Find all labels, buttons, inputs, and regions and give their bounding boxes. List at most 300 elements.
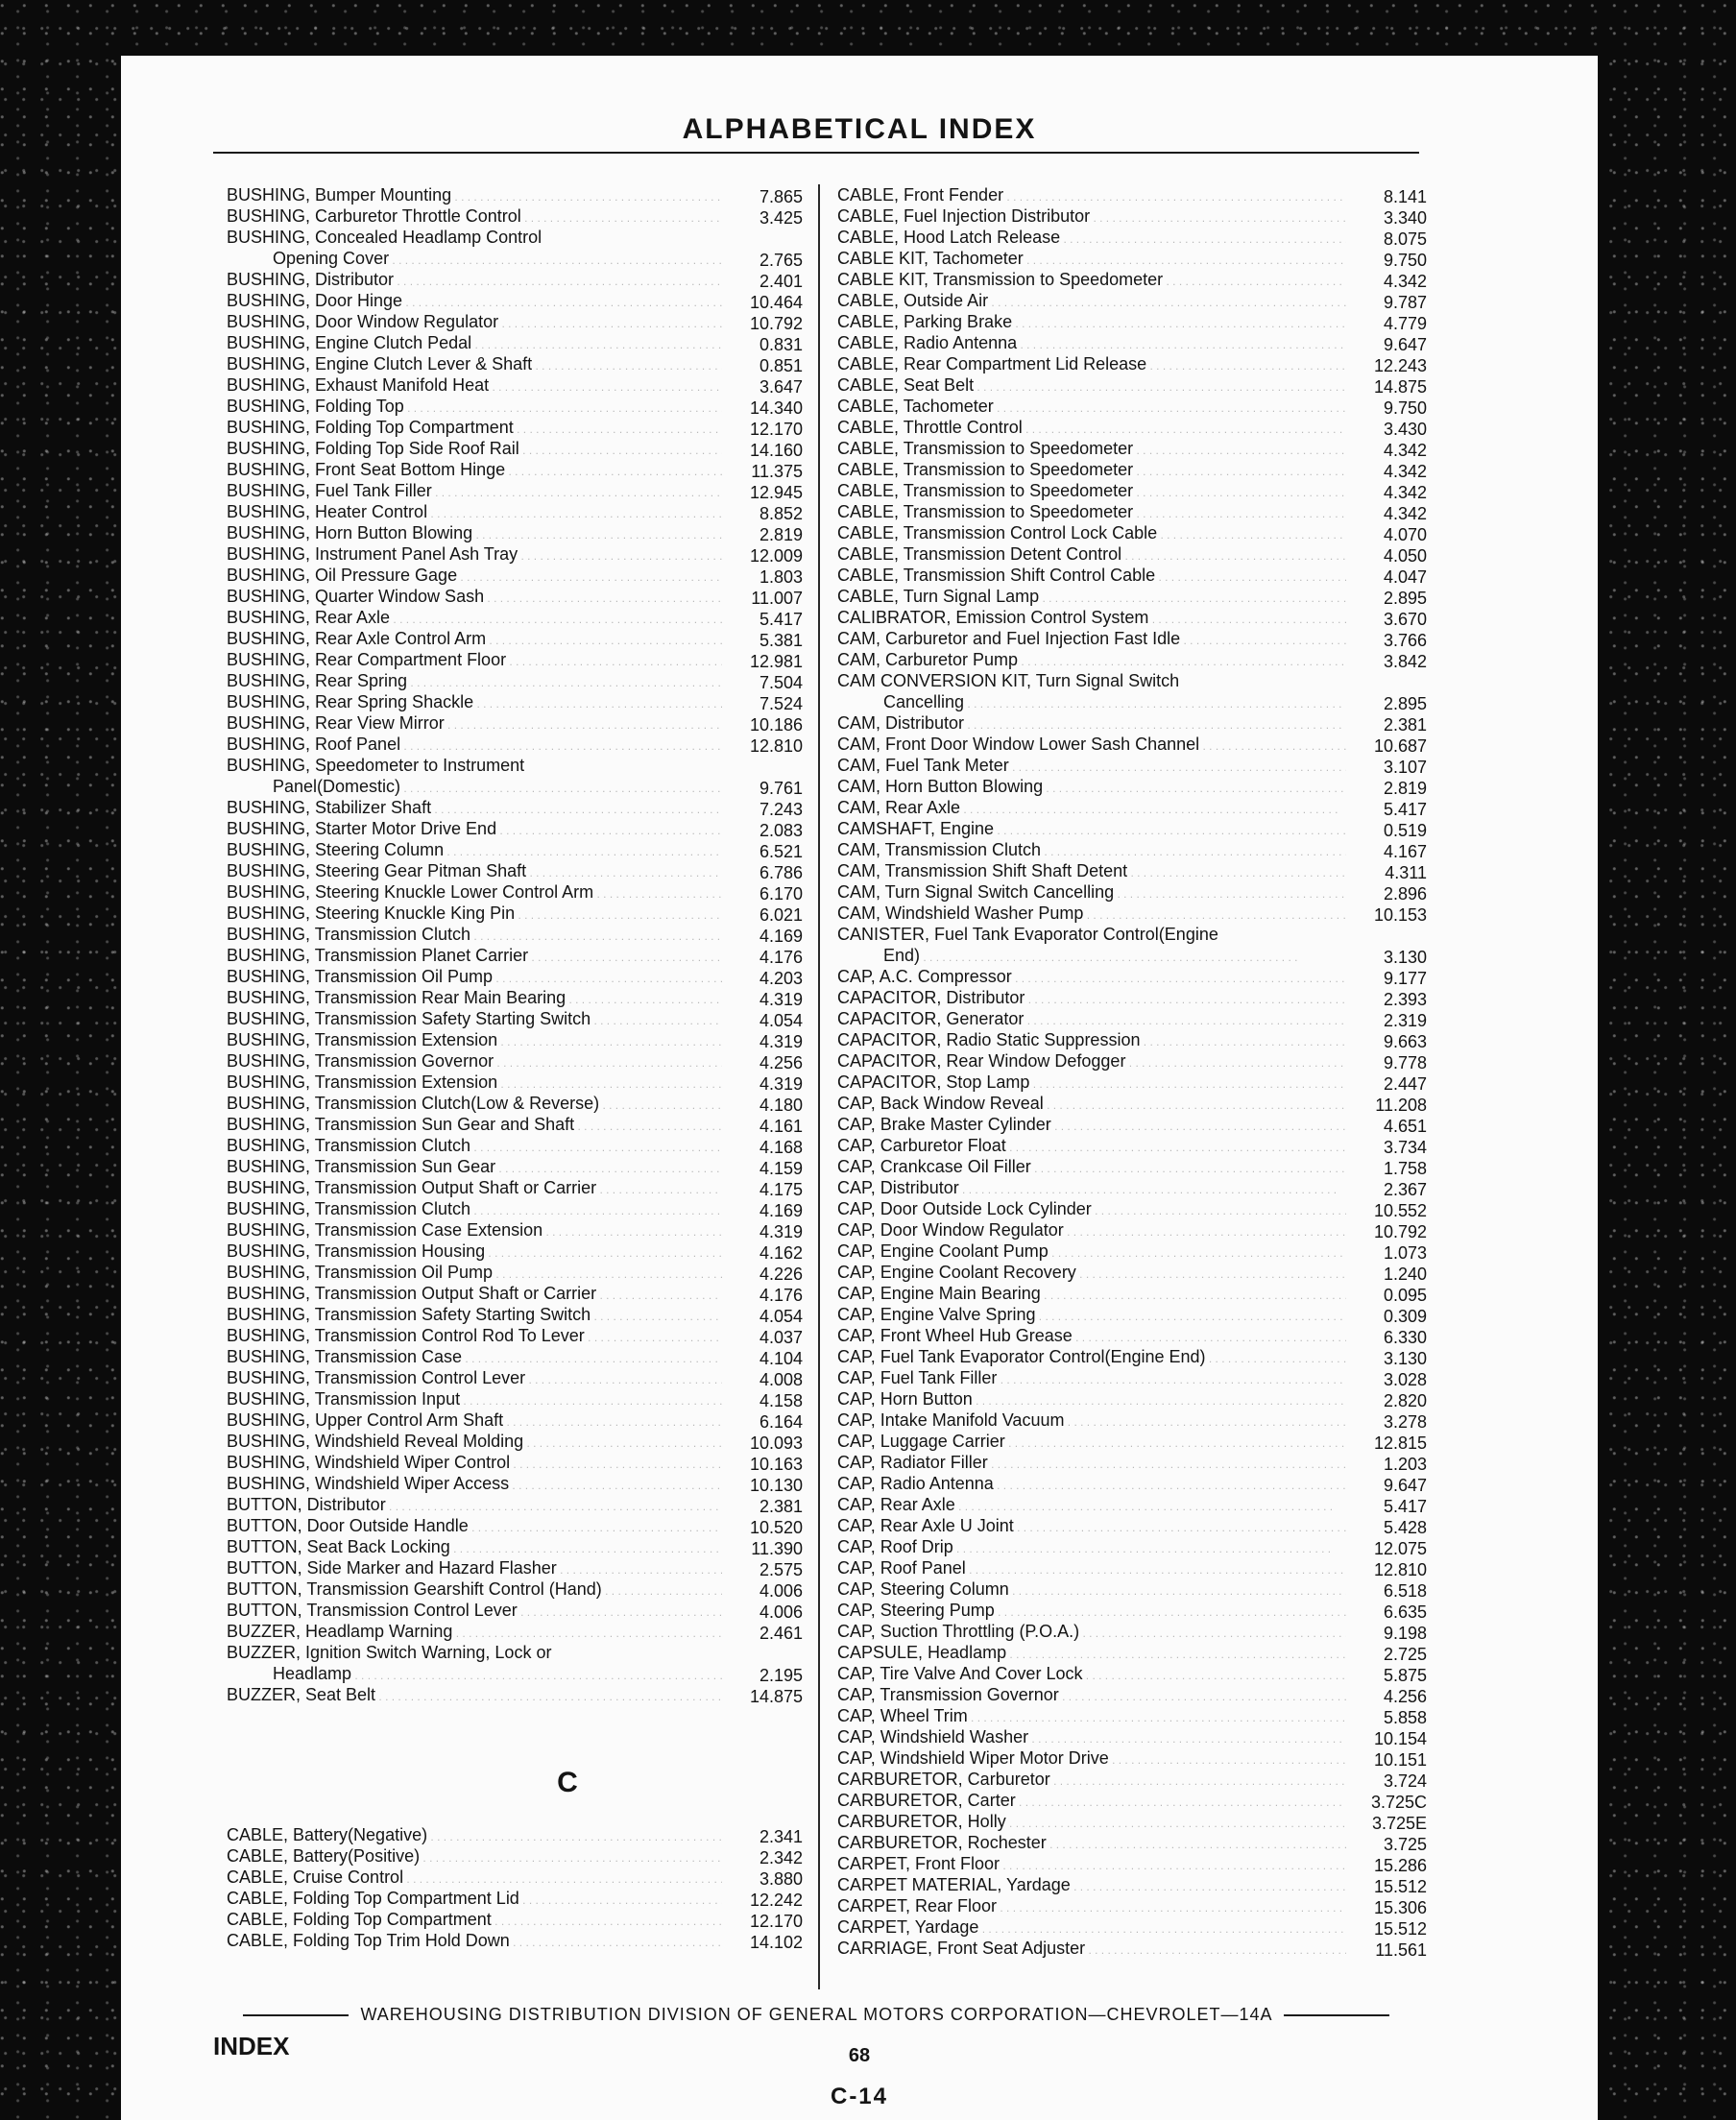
index-entry-name: BUZZER, Headlamp Warning . . .: [227, 1621, 722, 1644]
index-entry-page-ref: 6.786: [759, 863, 803, 882]
index-entry-name: BUSHING, Steering Knuckle King Pin . . .: [227, 903, 722, 926]
index-entry: [227, 207, 803, 229]
index-entry: [227, 1073, 803, 1095]
index-entry-page-ref: 9.750: [1383, 398, 1427, 418]
index-entry-name: CABLE, Transmission Shift Control Cable . . .: [837, 565, 1346, 588]
index-entry-page-ref: 4.159: [759, 1159, 803, 1178]
index-entry-name: BUSHING, Windshield Wiper Access . . .: [227, 1473, 722, 1496]
index-entry-page-ref: 5.417: [1383, 1497, 1427, 1516]
index-entry-name: CAP, Radiator Filler . . .: [837, 1452, 1346, 1475]
index-entry: [837, 1939, 1427, 1961]
index-entry-name: BUTTON, Distributor . . .: [227, 1494, 722, 1517]
index-entry-name: BUSHING, Steering Knuckle Lower Control Arm . . .: [227, 881, 722, 904]
index-entry: [837, 735, 1427, 757]
index-entry: [227, 1932, 803, 1953]
index-entry: [837, 778, 1427, 799]
index-entry-page-ref: 12.810: [749, 736, 803, 756]
index-entry-page-ref: 1.803: [759, 567, 803, 587]
index-entry: [227, 1433, 803, 1454]
index-entry-name: Panel(Domestic) . . .: [227, 776, 722, 799]
index-entry-page-ref: 2.401: [759, 272, 803, 291]
index-entry-page-ref: 10.130: [749, 1476, 803, 1495]
index-entry-page-ref: 2.381: [1383, 715, 1427, 735]
footer-distribution-text: WAREHOUSING DISTRIBUTION DIVISION OF GENERAL MOTORS CORPORATION—CHEVROLET—14A: [360, 2005, 1272, 2024]
index-entry: [837, 926, 1427, 947]
index-entry-name: BUSHING, Quarter Window Sash . . .: [227, 586, 722, 609]
index-entry-name: BUSHING, Transmission Clutch . . .: [227, 924, 722, 947]
index-entry-name: CAP, Transmission Governor . . .: [837, 1684, 1346, 1707]
index-entry-page-ref: 4.342: [1383, 462, 1427, 481]
index-entry-name: CARBURETOR, Carburetor . . .: [837, 1769, 1346, 1792]
index-entry-page-ref: 4.779: [1383, 314, 1427, 333]
index-entry-name: BUSHING, Rear Axle . . .: [227, 607, 722, 630]
index-entry: [227, 1116, 803, 1137]
index-entry: [837, 1918, 1427, 1939]
index-entry-name: CABLE, Battery(Negative) . . .: [227, 1824, 722, 1847]
index-entry: [837, 693, 1427, 714]
index-entry: [837, 229, 1427, 250]
index-entry-name: BUSHING, Folding Top . . .: [227, 396, 722, 419]
footer-distribution-line: [213, 2005, 1419, 2025]
index-entry: [837, 989, 1427, 1010]
index-entry: [227, 1411, 803, 1433]
index-entry-name: CAP, Engine Valve Spring . . .: [837, 1304, 1346, 1327]
index-entry-page-ref: 4.319: [759, 990, 803, 1009]
index-entry-name: CAPSULE, Headlamp . . .: [837, 1642, 1346, 1665]
index-entry-name: CABLE, Transmission Control Lock Cable . . .: [837, 522, 1346, 545]
index-entry: [837, 1623, 1427, 1644]
index-entry: [837, 1433, 1427, 1454]
index-entry: [227, 1475, 803, 1496]
index-entry: [837, 1179, 1427, 1200]
index-entry-page-ref: 2.342: [759, 1848, 803, 1867]
index-entry: [227, 1306, 803, 1327]
index-entry: [837, 1834, 1427, 1855]
index-entry-page-ref: 6.164: [759, 1412, 803, 1432]
title-rule: [213, 152, 1419, 154]
index-entry-page-ref: 3.842: [1383, 652, 1427, 671]
index-entry: [227, 1826, 803, 1847]
index-entry-name: CAP, Crankcase Oil Filler . . .: [837, 1156, 1346, 1179]
index-entry-page-ref: 14.340: [749, 398, 803, 418]
index-entry: [837, 524, 1427, 545]
index-entry-name: BUSHING, Transmission Clutch . . .: [227, 1198, 722, 1221]
index-entry: [837, 207, 1427, 229]
index-entry-name: CABLE, Hood Latch Release . . .: [837, 227, 1346, 250]
index-entry-name: CAP, Brake Master Cylinder . . .: [837, 1114, 1346, 1137]
index-entry-page-ref: 0.831: [759, 335, 803, 354]
index-entry-page-ref: 5.875: [1383, 1666, 1427, 1685]
left-entry-list: [227, 186, 803, 1707]
index-entry-page-ref: 4.176: [759, 1286, 803, 1305]
index-entry-name: CAP, Roof Panel . . .: [837, 1557, 1346, 1580]
index-entry: [227, 1686, 803, 1707]
index-entry-name: CAP, Tire Valve And Cover Lock . . .: [837, 1663, 1346, 1686]
index-entry: [227, 1158, 803, 1179]
index-entry-name: CAP, Rear Axle U Joint . . .: [837, 1515, 1346, 1538]
index-entry-name: BUSHING, Transmission Safety Starting Switch . . .: [227, 1304, 722, 1327]
index-entry-name: CAP, Luggage Carrier . . .: [837, 1431, 1346, 1454]
index-entry-page-ref: 5.417: [759, 610, 803, 629]
right-entry-list: [837, 186, 1427, 1961]
index-entry: [837, 1728, 1427, 1749]
index-entry-page-ref: 2.575: [759, 1560, 803, 1579]
index-entry-name: BUSHING, Oil Pressure Gage . . .: [227, 565, 722, 588]
index-entry-name: CABLE KIT, Transmission to Speedometer . . .: [837, 269, 1346, 292]
index-entry-page-ref: 12.981: [749, 652, 803, 671]
index-entry: [227, 482, 803, 503]
index-entry-name: CAM, Transmission Shift Shaft Detent . . .: [837, 860, 1346, 883]
index-entry: [837, 1242, 1427, 1264]
index-entry: [837, 609, 1427, 630]
index-entry-page-ref: 6.021: [759, 905, 803, 925]
index-entry-page-ref: 3.724: [1383, 1771, 1427, 1791]
index-entry: [227, 1264, 803, 1285]
index-entry: [227, 1369, 803, 1390]
index-entry: [227, 1285, 803, 1306]
index-entry-page-ref: 14.160: [749, 441, 803, 460]
index-entry-name: CARPET, Rear Floor . . .: [837, 1895, 1346, 1918]
index-entry: [837, 1454, 1427, 1475]
index-entry-page-ref: 4.006: [759, 1602, 803, 1622]
index-entry-name: BUSHING, Transmission Rear Main Bearing . . .: [227, 987, 722, 1010]
index-entry-page-ref: 3.725E: [1371, 1814, 1427, 1833]
index-entry-name: BUSHING, Transmission Safety Starting Switch . . .: [227, 1008, 722, 1031]
index-entry: [837, 1897, 1427, 1918]
index-entry: [837, 482, 1427, 503]
index-entry: [227, 862, 803, 883]
index-entry-name: CAPACITOR, Radio Static Suppression . . .: [837, 1029, 1346, 1052]
index-entry: [837, 355, 1427, 376]
index-entry-page-ref: 10.163: [749, 1455, 803, 1474]
index-entry-name: BUSHING, Roof Panel . . .: [227, 734, 722, 757]
index-entry-page-ref: 2.367: [1383, 1180, 1427, 1199]
index-entry: [227, 1644, 803, 1665]
index-entry-name: BUSHING, Transmission Planet Carrier . . .: [227, 945, 722, 968]
index-entry-name: CAP, Intake Manifold Vacuum . . .: [837, 1409, 1346, 1433]
index-entry-name: BUSHING, Transmission Clutch . . .: [227, 1135, 722, 1158]
index-entry-page-ref: 12.815: [1373, 1433, 1427, 1453]
index-entry-page-ref: 4.203: [759, 969, 803, 988]
index-entry-page-ref: 15.286: [1373, 1856, 1427, 1875]
index-entry: [837, 1707, 1427, 1728]
index-entry-name: CABLE, Battery(Positive) . . .: [227, 1845, 722, 1868]
index-entry: [837, 1538, 1427, 1559]
index-entry-name: CAM, Turn Signal Switch Cancelling . . .: [837, 881, 1346, 904]
index-entry-page-ref: 3.734: [1383, 1138, 1427, 1157]
index-entry: [227, 461, 803, 482]
index-entry-page-ref: 4.342: [1383, 504, 1427, 523]
index-entry: [227, 672, 803, 693]
index-entry: [837, 250, 1427, 271]
index-entry: [837, 1264, 1427, 1285]
index-entry-name: CABLE, Turn Signal Lamp . . .: [837, 586, 1346, 609]
index-entry-name: CABLE, Transmission Detent Control . . .: [837, 543, 1346, 566]
index-entry-page-ref: 2.341: [759, 1827, 803, 1846]
index-entry-page-ref: 9.761: [759, 779, 803, 798]
index-entry: [837, 1644, 1427, 1665]
index-entry-page-ref: 6.170: [759, 884, 803, 903]
index-entry-name: CAM, Horn Button Blowing . . .: [837, 776, 1346, 799]
index-entry: [837, 461, 1427, 482]
index-entry-name: BUSHING, Starter Motor Drive End . . .: [227, 818, 722, 841]
index-entry-name: CAM, Windshield Washer Pump . . .: [837, 903, 1346, 926]
index-entry: [837, 1200, 1427, 1221]
index-entry-name: CABLE, Folding Top Compartment Lid . . .: [227, 1888, 722, 1911]
index-entry: [227, 292, 803, 313]
index-entry-page-ref: 0.851: [759, 356, 803, 375]
index-entry-name: BUSHING, Transmission Input . . .: [227, 1388, 722, 1411]
index-entry-name: CAPACITOR, Stop Lamp . . .: [837, 1072, 1346, 1095]
index-entry: [227, 883, 803, 904]
index-entry-page-ref: 4.168: [759, 1138, 803, 1157]
index-entry-page-ref: 6.518: [1383, 1581, 1427, 1601]
index-entry-name: BUSHING, Engine Clutch Pedal . . .: [227, 332, 722, 355]
index-entry-name: CAP, Door Outside Lock Cylinder . . .: [837, 1198, 1346, 1221]
index-entry: [227, 1031, 803, 1052]
footer-rule-left: [243, 2014, 349, 2016]
index-entry: [227, 989, 803, 1010]
index-entry-page-ref: 4.008: [759, 1370, 803, 1389]
index-entry-page-ref: 5.858: [1383, 1708, 1427, 1727]
section-letter: C: [557, 1767, 578, 1798]
index-entry-page-ref: 12.075: [1373, 1539, 1427, 1558]
index-entry-name: BUSHING, Steering Column . . .: [227, 839, 722, 862]
index-entry-page-ref: 12.009: [749, 546, 803, 566]
index-entry-page-ref: 1.203: [1383, 1455, 1427, 1474]
index-page: [121, 56, 1598, 2120]
index-entry-page-ref: 2.195: [759, 1666, 803, 1685]
index-entry-name: CAP, Front Wheel Hub Grease . . .: [837, 1325, 1346, 1348]
index-entry: [227, 1137, 803, 1158]
index-entry-page-ref: 15.512: [1373, 1919, 1427, 1939]
index-entry-name: BUSHING, Steering Gear Pitman Shaft . . .: [227, 860, 722, 883]
index-entry: [227, 1559, 803, 1580]
index-entry-name: BUSHING, Transmission Clutch(Low & Reverse) . . .: [227, 1093, 722, 1116]
index-entry: [837, 1390, 1427, 1411]
index-entry-name: BUSHING, Transmission Output Shaft or Carrier . . .: [227, 1283, 722, 1306]
footer-rule-right: [1284, 2014, 1389, 2016]
index-entry-name: CAM, Carburetor and Fuel Injection Fast Idle . . .: [837, 628, 1346, 651]
index-entry-page-ref: 6.635: [1383, 1602, 1427, 1622]
index-entry-page-ref: 0.095: [1383, 1286, 1427, 1305]
index-entry-page-ref: 10.552: [1373, 1201, 1427, 1220]
index-entry: [837, 672, 1427, 693]
index-entry-page-ref: 6.330: [1383, 1328, 1427, 1347]
index-entry-page-ref: 10.687: [1373, 736, 1427, 756]
index-entry-page-ref: 1.240: [1383, 1265, 1427, 1284]
index-entry-name: CAP, Horn Button . . .: [837, 1388, 1346, 1411]
index-entry-name: BUZZER, Seat Belt . . .: [227, 1684, 722, 1707]
index-entry-name: CANISTER, Fuel Tank Evaporator Control(Engine: [837, 925, 1218, 944]
index-entry: [227, 1327, 803, 1348]
index-entry-page-ref: 9.177: [1383, 969, 1427, 988]
index-entry-page-ref: 12.945: [749, 483, 803, 502]
index-entry-page-ref: 12.243: [1373, 356, 1427, 375]
index-entry: [837, 1052, 1427, 1073]
index-entry-page-ref: 10.154: [1373, 1729, 1427, 1748]
index-entry-page-ref: 12.810: [1373, 1560, 1427, 1579]
index-entry-name: CABLE, Transmission to Speedometer . . .: [837, 459, 1346, 482]
index-entry: [227, 693, 803, 714]
index-entry: [227, 1538, 803, 1559]
index-entry: [837, 1665, 1427, 1686]
index-entry-name: BUSHING, Transmission Governor . . .: [227, 1050, 722, 1073]
index-entry-page-ref: 10.186: [749, 715, 803, 735]
index-entry-name: CAP, Door Window Regulator . . .: [837, 1219, 1346, 1242]
index-entry: [837, 1792, 1427, 1813]
index-entry-name: BUSHING, Door Window Regulator . . .: [227, 311, 722, 334]
index-entry: [227, 313, 803, 334]
index-entry-name: BUSHING, Transmission Sun Gear and Shaft . . .: [227, 1114, 722, 1137]
index-entry-name: BUSHING, Distributor . . .: [227, 269, 722, 292]
index-entry-name: Opening Cover . . .: [227, 248, 722, 271]
index-entry: [837, 1306, 1427, 1327]
index-entry: [227, 904, 803, 926]
index-entry: [227, 1242, 803, 1264]
index-entry: [227, 524, 803, 545]
index-entry-name: CAM CONVERSION KIT, Turn Signal Switch: [837, 671, 1180, 690]
index-entry-page-ref: 4.037: [759, 1328, 803, 1347]
index-entry-page-ref: 2.895: [1383, 589, 1427, 608]
index-entry-page-ref: 4.176: [759, 948, 803, 967]
index-entry-page-ref: 3.880: [759, 1869, 803, 1889]
index-entry: [227, 566, 803, 588]
index-entry-name: CABLE, Radio Antenna . . .: [837, 332, 1346, 355]
index-entry: [837, 904, 1427, 926]
index-entry-name: BUSHING, Transmission Oil Pump . . .: [227, 1262, 722, 1285]
index-entry: [227, 1052, 803, 1073]
index-entry: [227, 1847, 803, 1868]
index-entry: [227, 1517, 803, 1538]
index-entry-name: BUSHING, Horn Button Blowing . . .: [227, 522, 722, 545]
index-entry: [837, 1475, 1427, 1496]
index-entry-page-ref: 1.758: [1383, 1159, 1427, 1178]
index-entry-name: CABLE, Outside Air . . .: [837, 290, 1346, 313]
index-entry-name: BUSHING, Rear Spring Shackle . . .: [227, 691, 722, 714]
index-entry-page-ref: 2.447: [1383, 1074, 1427, 1094]
index-entry-page-ref: 11.375: [751, 462, 803, 481]
index-entry: [837, 1221, 1427, 1242]
index-entry-page-ref: 10.792: [749, 314, 803, 333]
index-entry: [227, 503, 803, 524]
index-entry-page-ref: 8.852: [759, 504, 803, 523]
index-entry-page-ref: 4.319: [759, 1222, 803, 1241]
index-entry: [227, 376, 803, 398]
index-entry-name: CAP, Wheel Trim . . .: [837, 1705, 1346, 1728]
index-entry: [837, 1855, 1427, 1876]
index-entry-name: CABLE, Fuel Injection Distributor . . .: [837, 205, 1346, 229]
index-entry-name: BUSHING, Carburetor Throttle Control . . .: [227, 205, 722, 229]
index-entry: [837, 1158, 1427, 1179]
index-entry-page-ref: 7.504: [759, 673, 803, 692]
index-entry-page-ref: 2.725: [1383, 1645, 1427, 1664]
index-entry-name: CAP, Engine Main Bearing . . .: [837, 1283, 1346, 1306]
index-entry: [837, 883, 1427, 904]
index-entry-name: CABLE, Transmission to Speedometer . . .: [837, 438, 1346, 461]
index-entry-page-ref: 4.180: [759, 1096, 803, 1115]
index-entry-page-ref: 4.175: [759, 1180, 803, 1199]
index-entry: [227, 757, 803, 778]
index-entry-name: BUSHING, Rear Axle Control Arm . . .: [227, 628, 722, 651]
index-entry-name: CARBURETOR, Rochester . . .: [837, 1832, 1346, 1855]
index-entry-page-ref: 4.169: [759, 1201, 803, 1220]
index-entry: [837, 1580, 1427, 1602]
index-entry-page-ref: 9.663: [1383, 1032, 1427, 1051]
index-entry: [227, 968, 803, 989]
index-entry-page-ref: 0.519: [1383, 821, 1427, 840]
index-entry-name: CAP, Steering Pump . . .: [837, 1600, 1346, 1623]
index-entry-page-ref: 7.524: [759, 694, 803, 713]
index-entry: [837, 1602, 1427, 1623]
index-entry-page-ref: 12.242: [749, 1891, 803, 1910]
index-entry-page-ref: 2.820: [1383, 1391, 1427, 1410]
index-entry-page-ref: 5.381: [759, 631, 803, 650]
index-entry: [837, 566, 1427, 588]
index-entry-page-ref: 11.007: [751, 589, 803, 608]
index-entry-name: CARPET, Front Floor . . .: [837, 1853, 1346, 1876]
index-entry-name: CAP, Fuel Tank Filler . . .: [837, 1367, 1346, 1390]
index-entry-name: BUSHING, Rear Spring . . .: [227, 670, 722, 693]
index-entry-page-ref: 3.725: [1383, 1835, 1427, 1854]
index-entry: [227, 609, 803, 630]
index-entry-page-ref: 4.342: [1383, 272, 1427, 291]
index-entry: [837, 1073, 1427, 1095]
index-entry-name: CABLE, Cruise Control . . .: [227, 1867, 722, 1890]
index-entry: [837, 841, 1427, 862]
index-entry: [227, 1623, 803, 1644]
index-entry-page-ref: 10.151: [1373, 1750, 1427, 1770]
index-entry: [227, 250, 803, 271]
index-entry: [227, 398, 803, 419]
index-entry-name: CAM, Carburetor Pump . . .: [837, 649, 1346, 672]
index-entry-name: BUSHING, Stabilizer Shaft . . .: [227, 797, 722, 820]
index-entry-page-ref: 2.393: [1383, 990, 1427, 1009]
index-entry: [227, 1454, 803, 1475]
index-entry-name: CAP, Windshield Washer . . .: [837, 1726, 1346, 1749]
index-entry-page-ref: 4.047: [1383, 567, 1427, 587]
index-entry-name: BUTTON, Transmission Control Lever . . .: [227, 1600, 722, 1623]
index-entry: [227, 186, 803, 207]
index-entry-name: BUSHING, Rear View Mirror . . .: [227, 712, 722, 735]
index-entry-page-ref: 4.050: [1383, 546, 1427, 566]
index-entry-page-ref: 8.075: [1383, 229, 1427, 249]
index-entry-page-ref: 2.896: [1383, 884, 1427, 903]
index-entry: [227, 778, 803, 799]
index-entry: [837, 968, 1427, 989]
index-entry: [227, 947, 803, 968]
index-entry-name: BUSHING, Concealed Headlamp Control: [227, 228, 542, 247]
index-entry-name: CAP, Engine Coolant Pump . . .: [837, 1241, 1346, 1264]
index-entry-name: CABLE, Folding Top Compartment . . .: [227, 1909, 722, 1932]
index-entry-page-ref: 10.093: [749, 1433, 803, 1453]
index-entry-page-ref: 4.054: [759, 1011, 803, 1030]
index-entry-name: CAP, Carburetor Float . . .: [837, 1135, 1346, 1158]
index-entry-name: CAP, Distributor . . .: [837, 1177, 1346, 1200]
index-entry: [837, 1496, 1427, 1517]
index-entry-name: BUSHING, Upper Control Arm Shaft . . .: [227, 1409, 722, 1433]
index-entry-name: BUTTON, Transmission Gearshift Control (Hand) . . .: [227, 1578, 722, 1602]
index-entry-name: BUSHING, Transmission Sun Gear . . .: [227, 1156, 722, 1179]
index-entry-name: BUSHING, Transmission Output Shaft or Carrier . . .: [227, 1177, 722, 1200]
index-entry: [227, 271, 803, 292]
index-entry-name: BUSHING, Engine Clutch Lever & Shaft . . .: [227, 353, 722, 376]
index-entry-page-ref: 4.054: [759, 1307, 803, 1326]
index-entry: [227, 1179, 803, 1200]
index-entry-name: CAPACITOR, Generator . . .: [837, 1008, 1346, 1031]
column-divider: [818, 184, 820, 1989]
index-entry-name: CAM, Distributor . . .: [837, 712, 1346, 735]
